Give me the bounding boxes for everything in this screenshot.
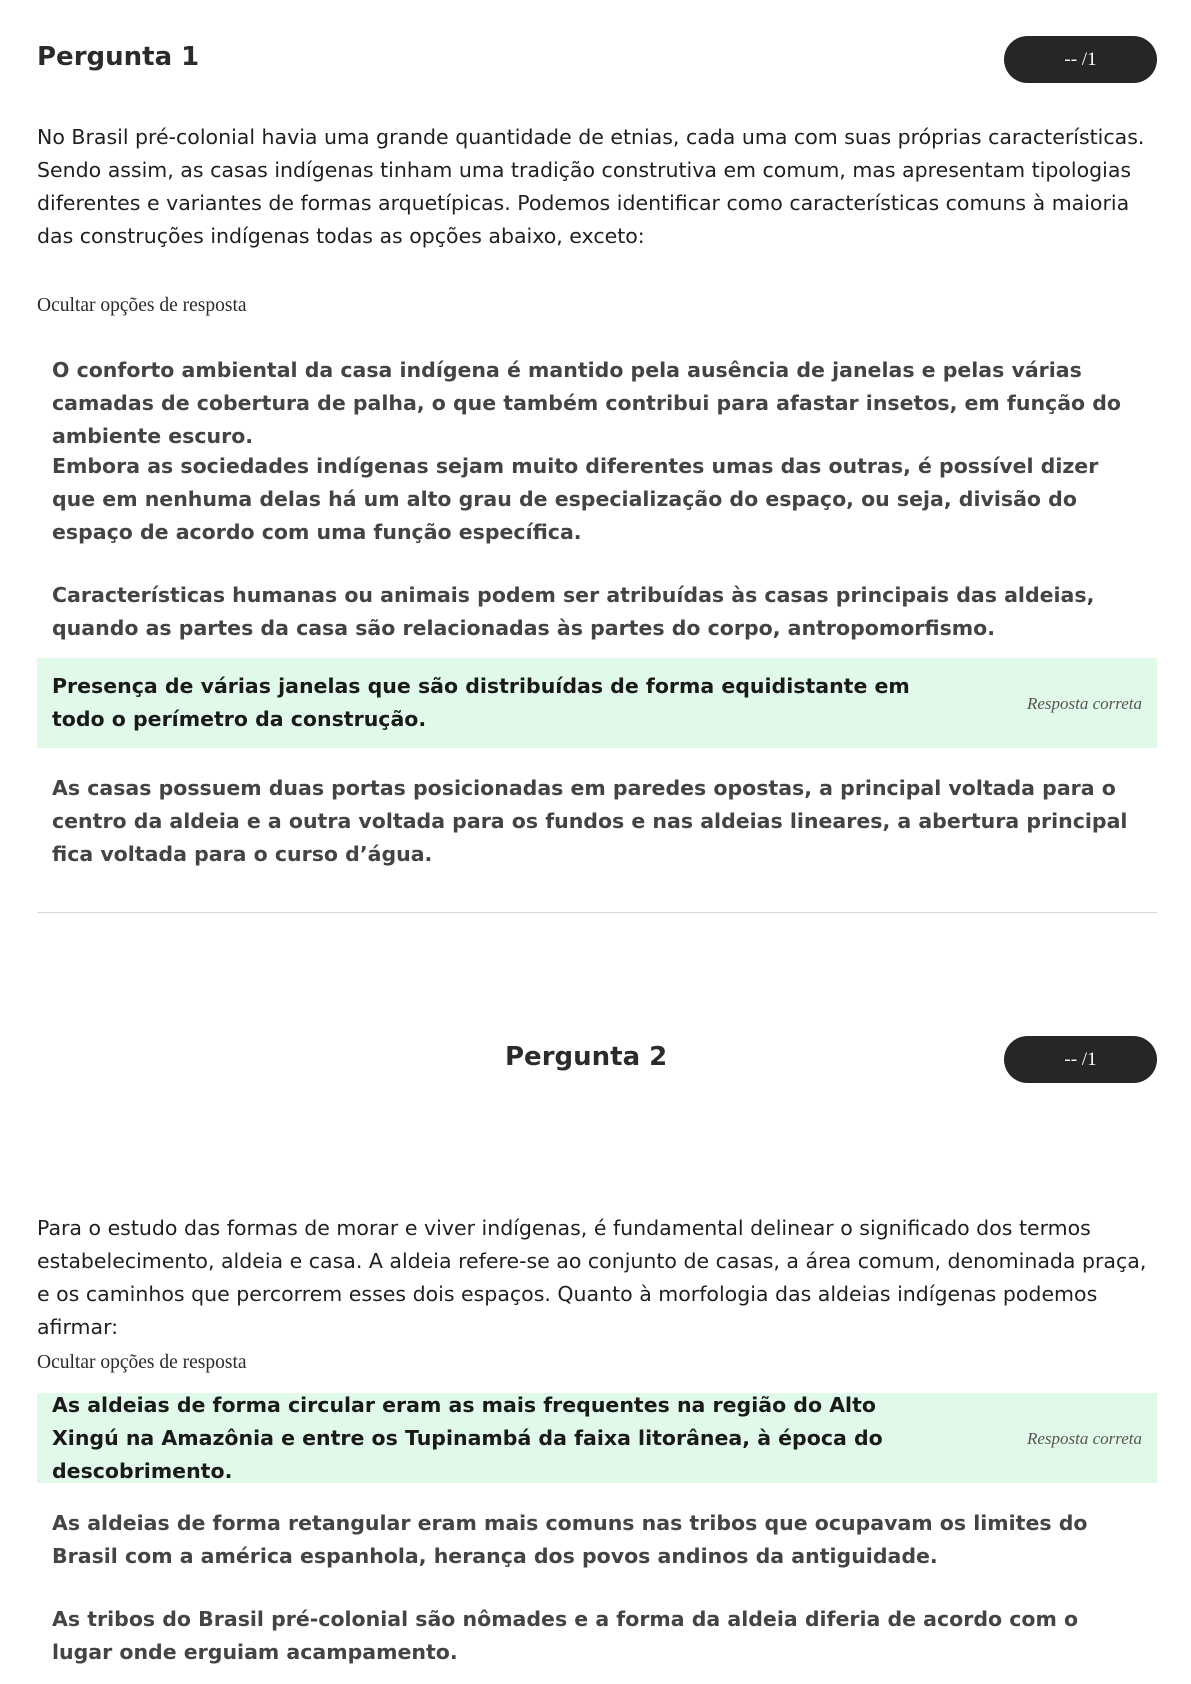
question-1-option-b[interactable] [37,440,1157,559]
option-text: Características humanas ou animais podem ser atribuídas às casas principais das aldeias, quando as partes da casa são relacionadas às partes do corpo, antropomorfismo. [52,583,1095,640]
question-1-option-d-correct[interactable] [37,658,1157,748]
option-text: O conforto ambiental da casa indígena é mantido pela ausência de janelas e pelas várias camadas de cobertura de palha, o que também contribui para afastar insetos, em função do ambiente escuro. [52,358,1122,448]
option-text: As aldeias de forma circular eram as mais frequentes na região do Alto Xingú na Amazônia e entre os Tupinambá da faixa litorânea, à época do descobrimento. [52,1392,883,1483]
option-text: As casas possuem duas portas posicionadas em paredes opostas, a principal voltada para o centro da aldeia e a outra voltada para os fundos e nas aldeias lineares, a abertura principal fica voltada para o curso d’água. [52,776,1128,866]
option-text: As tribos do Brasil pré-colonial são nômades e a forma da aldeia diferia de acordo com o lugar onde erguiam acampamento. [52,1607,1079,1664]
question-1-text: No Brasil pré-colonial havia uma grande quantidade de etnias, cada uma com suas próprias características. Sendo assim, as casas indígenas tinham uma tradição construtiva em comum, mas apresentam tipologias diferentes e variantes de formas arquetípicas. Podemos identificar como características comuns à maioria das construções indígenas todas as opções abaixo, exceto: [37,125,1145,248]
correct-answer-label: Resposta correta [1026,1428,1142,1448]
question-1-option-e[interactable] [37,762,1157,881]
question-2-option-a-correct[interactable] [37,1393,1157,1483]
option-text: As aldeias de forma retangular eram mais comuns nas tribos que ocupavam os limites do Brasil com a américa espanhola, herança dos povos andinos da antiguidade. [52,1511,1088,1568]
question-divider [37,912,1157,913]
question-2-text: Para o estudo das formas de morar e viver indígenas, é fundamental delinear o significado dos termos estabelecimento, aldeia e casa. A aldeia refere-se ao conjunto de casas, a área comum, denominada praça, e os caminhos que percorrem esses dois espaços. Quanto à morfologia das aldeias indígenas podemos afirmar: [37,1216,1147,1339]
question-2-score-badge: -- /1 [1004,1036,1157,1083]
question-2-option-b[interactable] [37,1497,1157,1583]
question-1-title: Pergunta 1 [37,42,200,72]
question-1-score-badge: -- /1 [1004,36,1157,83]
question-2-option-c[interactable] [37,1593,1157,1679]
option-text: Presença de várias janelas que são distribuídas de forma equidistante em todo o perímetro da construção. [52,674,910,731]
question-1-option-c[interactable] [37,569,1157,655]
question-1-hide-options-toggle[interactable]: Ocultar opções de resposta [37,295,247,316]
question-2-hide-options-toggle[interactable]: Ocultar opções de resposta [37,1352,247,1373]
correct-answer-label: Resposta correta [1026,693,1142,713]
option-text: Embora as sociedades indígenas sejam muito diferentes umas das outras, é possível dizer que em nenhuma delas há um alto grau de especialização do espaço, ou seja, divisão do espaço de acordo com uma função específica. [52,454,1099,544]
question-2-title: Pergunta 2 [505,1042,668,1072]
